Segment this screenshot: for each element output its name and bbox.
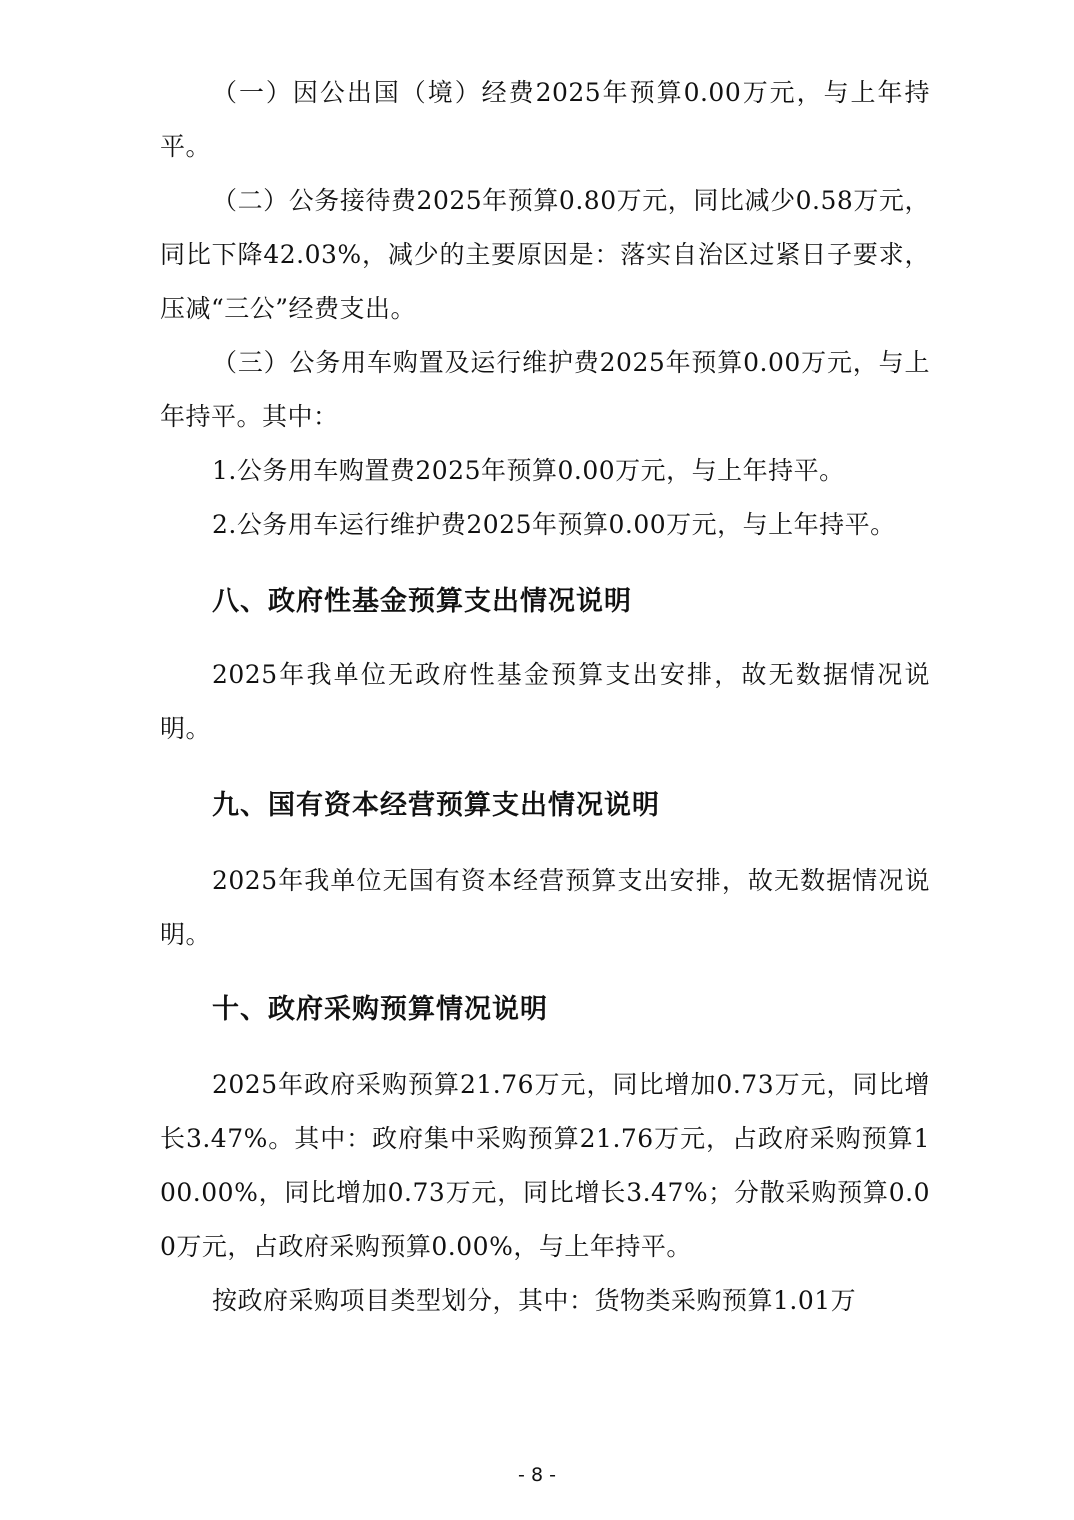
paragraph-government-fund: 2025年我单位无政府性基金预算支出安排，故无数据情况说明。 xyxy=(160,660,930,743)
paragraph-vehicle-maintenance: 2.公务用车运行维护费2025年预算0.00万元，与上年持平。 xyxy=(212,510,896,539)
paragraph-reception-expenses: （二）公务接待费2025年预算0.80万元，同比减少0.58万元，同比下降42.03%，减少的主要原因是：落实自治区过紧日子要求，压减“三公”经费支出。 xyxy=(160,186,930,323)
paragraph-procurement-types: 按政府采购项目类型划分，其中：货物类采购预算1.01万 xyxy=(212,1286,857,1315)
paragraph-vehicle-purchase: 1.公务用车购置费2025年预算0.00万元，与上年持平。 xyxy=(212,456,845,485)
heading-procurement: 十、政府采购预算情况说明 xyxy=(212,994,548,1025)
heading-state-capital: 九、国有资本经营预算支出情况说明 xyxy=(212,790,660,821)
paragraph-state-capital: 2025年我单位无国有资本经营预算支出安排，故无数据情况说明。 xyxy=(160,866,930,949)
page-number: - 8 - xyxy=(518,1464,556,1486)
paragraph-vehicle-expenses: （三）公务用车购置及运行维护费2025年预算0.00万元，与上年持平。其中： xyxy=(160,348,930,431)
paragraph-overseas-expenses: （一）因公出国（境）经费2025年预算0.00万元，与上年持平。 xyxy=(160,78,930,161)
paragraph-procurement-summary: 2025年政府采购预算21.76万元，同比增加0.73万元，同比增长3.47%。其中：政府集中采购预算21.76万元，占政府采购预算100.00%，同比增加0.73万元，同比增长3.47%；分散采购预算0.00万元，占政府采购预算0.00%，与上年持平。 xyxy=(160,1070,930,1261)
heading-government-fund: 八、政府性基金预算支出情况说明 xyxy=(212,586,632,617)
